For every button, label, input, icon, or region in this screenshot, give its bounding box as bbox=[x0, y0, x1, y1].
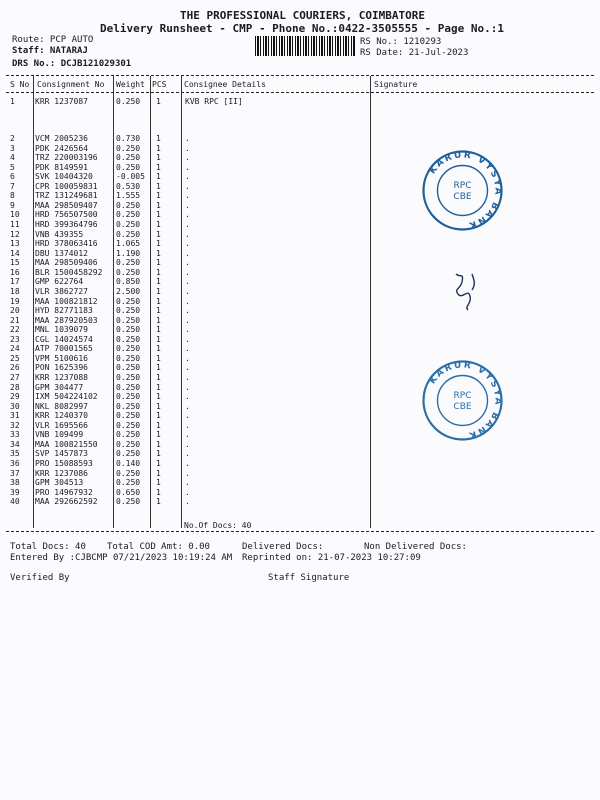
row-consignment-no: HYD 82771183 bbox=[35, 306, 93, 316]
row-weight: 0.250 bbox=[116, 478, 141, 488]
row-sno: 36 bbox=[10, 459, 20, 469]
row-pcs: 1 bbox=[156, 267, 161, 277]
row-pcs: 1 bbox=[156, 162, 161, 172]
row-consignee: . bbox=[185, 478, 190, 488]
row-consignment-no: GMP 622764 bbox=[35, 277, 84, 287]
row-consignee: . bbox=[185, 239, 190, 249]
row-sno: 27 bbox=[10, 373, 20, 382]
row-pcs: 1 bbox=[156, 277, 161, 287]
table-row bbox=[0, 297, 600, 306]
row-sno: 15 bbox=[10, 258, 20, 268]
row-sno: 22 bbox=[10, 325, 20, 335]
row-consignment-no: HRD 378063416 bbox=[35, 239, 98, 249]
row-weight: 0.250 bbox=[116, 143, 141, 153]
row-pcs: 1 bbox=[156, 411, 161, 421]
row-consignment-no: VLR 3862727 bbox=[35, 286, 88, 296]
route-label: Route: PCP AUTO bbox=[12, 35, 94, 45]
rs-date: RS Date: 21-Jul-2023 bbox=[360, 48, 469, 58]
table-row bbox=[0, 373, 600, 382]
table-row bbox=[0, 97, 600, 106]
row-consignment-no: CGL 14024574 bbox=[35, 334, 93, 344]
row-weight: 0.250 bbox=[116, 411, 141, 421]
row-pcs: 1 bbox=[156, 172, 161, 182]
row-pcs: 1 bbox=[156, 497, 161, 507]
table-row bbox=[0, 335, 600, 344]
stamp-center-bottom: CBE bbox=[453, 192, 472, 202]
row-weight: 0.140 bbox=[116, 459, 141, 469]
rs-number: RS No.: 1210293 bbox=[360, 37, 442, 47]
row-consignment-no: VLR 1695566 bbox=[35, 420, 88, 430]
row-consignment-no: KRR 1240370 bbox=[35, 411, 88, 421]
row-pcs: 1 bbox=[156, 478, 161, 488]
row-weight: 0.650 bbox=[116, 487, 141, 497]
table-row bbox=[0, 287, 600, 296]
row-pcs: 1 bbox=[156, 487, 161, 497]
row-consignment-no: KRR 1237086 bbox=[35, 468, 88, 478]
row-sno: 9 bbox=[10, 200, 15, 210]
row-consignment-no: MNL 1039079 bbox=[35, 325, 88, 335]
row-pcs: 1 bbox=[156, 459, 161, 469]
row-pcs: 1 bbox=[156, 449, 161, 459]
col-header-consignment: Consignment No bbox=[37, 80, 105, 89]
row-consignment-no: MAA 100821812 bbox=[35, 296, 98, 306]
row-sno: 34 bbox=[10, 439, 20, 449]
row-consignee: . bbox=[185, 191, 190, 201]
table-row bbox=[0, 344, 600, 353]
stamp-center-bottom: CBE bbox=[453, 402, 472, 412]
row-consignee: . bbox=[185, 497, 190, 507]
row-consignee: . bbox=[185, 382, 190, 392]
row-consignee: . bbox=[185, 306, 190, 316]
row-weight: 0.250 bbox=[116, 325, 141, 335]
row-consignee: . bbox=[185, 487, 190, 497]
row-pcs: 1 bbox=[156, 373, 161, 382]
row-weight: 0.250 bbox=[116, 306, 141, 316]
row-weight: 0.250 bbox=[116, 392, 141, 402]
stamp-ring-text: KARUR VYSYA BANK bbox=[427, 360, 503, 441]
row-consignee: . bbox=[185, 143, 190, 153]
row-consignment-no: VNB 109499 bbox=[35, 430, 84, 440]
table-row bbox=[0, 421, 600, 430]
row-sno: 14 bbox=[10, 248, 20, 258]
table-row bbox=[0, 220, 600, 229]
row-consignee: . bbox=[185, 267, 190, 277]
row-pcs: 1 bbox=[156, 468, 161, 478]
row-consignee: . bbox=[185, 210, 190, 220]
row-pcs: 1 bbox=[156, 430, 161, 440]
staff-signature-label: Staff Signature bbox=[268, 573, 350, 583]
row-consignee: . bbox=[185, 401, 190, 411]
row-pcs: 1 bbox=[156, 258, 161, 268]
row-consignment-no: BLR 1500458292 bbox=[35, 267, 103, 277]
row-sno: 33 bbox=[10, 430, 20, 440]
row-weight: 0.250 bbox=[116, 420, 141, 430]
row-consignee: . bbox=[185, 181, 190, 191]
row-consignment-no: KRR 1237088 bbox=[35, 373, 88, 382]
company-name: THE PROFESSIONAL COURIERS, COIMBATORE bbox=[180, 9, 426, 22]
row-consignment-no: DBU 1374012 bbox=[35, 248, 88, 258]
staff-label: Staff: NATARAJ bbox=[12, 46, 88, 56]
total-cod-amount: Total COD Amt: 0.00 bbox=[107, 542, 210, 552]
row-consignee: . bbox=[185, 277, 190, 287]
row-pcs: 1 bbox=[156, 200, 161, 210]
row-consignment-no: MAA 298509407 bbox=[35, 200, 98, 210]
row-pcs: 1 bbox=[156, 344, 161, 354]
row-consignee: . bbox=[185, 334, 190, 344]
row-pcs: 1 bbox=[156, 401, 161, 411]
header-top-rule bbox=[6, 75, 594, 76]
table-row bbox=[0, 411, 600, 420]
reprinted-on: Reprinted on: 21-07-2023 10:27:09 bbox=[242, 553, 421, 563]
row-sno: 18 bbox=[10, 286, 20, 296]
row-weight: 2.500 bbox=[116, 286, 141, 296]
row-pcs: 1 bbox=[156, 97, 161, 106]
row-weight: 1.555 bbox=[116, 191, 141, 201]
row-consignment-no: MAA 292662592 bbox=[35, 497, 98, 507]
table-row bbox=[0, 469, 600, 478]
row-sno: 12 bbox=[10, 229, 20, 239]
row-sno: 35 bbox=[10, 449, 20, 459]
col-header-sno: S No bbox=[10, 80, 30, 89]
row-pcs: 1 bbox=[156, 181, 161, 191]
row-consignee: . bbox=[185, 420, 190, 430]
table-row bbox=[0, 191, 600, 200]
row-consignee: . bbox=[185, 229, 190, 239]
bank-stamp bbox=[420, 148, 505, 233]
row-sno: 39 bbox=[10, 487, 20, 497]
document-title: Delivery Runsheet - CMP - Phone No.:0422-3505555 - Page No.:1 bbox=[100, 22, 504, 35]
table-row bbox=[0, 402, 600, 411]
row-pcs: 1 bbox=[156, 363, 161, 373]
table-row bbox=[0, 440, 600, 449]
stamp-center-top: RPC bbox=[453, 181, 472, 191]
table-row bbox=[0, 134, 600, 143]
row-sno: 38 bbox=[10, 478, 20, 488]
row-sno: 2 bbox=[10, 134, 15, 143]
row-weight: 0.250 bbox=[116, 382, 141, 392]
col-header-pcs: PCS bbox=[152, 80, 167, 89]
table-bottom-rule bbox=[6, 531, 594, 532]
table-row bbox=[0, 230, 600, 239]
row-sno: 25 bbox=[10, 353, 20, 363]
row-consignment-no: VPM 5100616 bbox=[35, 353, 88, 363]
row-consignee: . bbox=[185, 325, 190, 335]
row-sno: 23 bbox=[10, 334, 20, 344]
row-consignment-no: PON 1625396 bbox=[35, 363, 88, 373]
table-row bbox=[0, 363, 600, 372]
row-consignment-no: MAA 287920503 bbox=[35, 315, 98, 325]
no-of-docs: No.Of Docs: 40 bbox=[184, 521, 252, 530]
table-row bbox=[0, 239, 600, 248]
row-sno: 37 bbox=[10, 468, 20, 478]
row-consignment-no: VCM 2005236 bbox=[35, 134, 88, 143]
table-row bbox=[0, 430, 600, 439]
row-pcs: 1 bbox=[156, 210, 161, 220]
col-header-consignee: Consignee Details bbox=[184, 80, 266, 89]
row-pcs: 1 bbox=[156, 315, 161, 325]
table-row bbox=[0, 144, 600, 153]
row-consignment-no: HRD 399364796 bbox=[35, 220, 98, 230]
bank-stamp bbox=[420, 358, 505, 443]
row-consignee: . bbox=[185, 248, 190, 258]
stamp-center-top: RPC bbox=[453, 391, 472, 401]
row-sno: 3 bbox=[10, 143, 15, 153]
barcode-image bbox=[255, 36, 355, 56]
row-weight: 0.250 bbox=[116, 449, 141, 459]
row-consignment-no: KRR 1237087 bbox=[35, 97, 88, 106]
row-weight: 0.250 bbox=[116, 439, 141, 449]
row-weight: -0.005 bbox=[116, 172, 145, 182]
row-sno: 17 bbox=[10, 277, 20, 287]
col-header-signature: Signature bbox=[374, 80, 418, 89]
row-sno: 13 bbox=[10, 239, 20, 249]
row-consignment-no: PDK 8149591 bbox=[35, 162, 88, 172]
table-row bbox=[0, 497, 600, 506]
table-row bbox=[0, 325, 600, 334]
row-consignee: . bbox=[185, 392, 190, 402]
row-consignment-no: TRZ 131249681 bbox=[35, 191, 98, 201]
row-sno: 30 bbox=[10, 401, 20, 411]
row-pcs: 1 bbox=[156, 392, 161, 402]
row-sno: 21 bbox=[10, 315, 20, 325]
row-weight: 0.250 bbox=[116, 153, 141, 163]
stamp-ring-text: KARUR VYSYA BANK bbox=[427, 150, 503, 231]
row-weight: 0.250 bbox=[116, 468, 141, 478]
total-docs: Total Docs: 40 bbox=[10, 542, 86, 552]
row-pcs: 1 bbox=[156, 439, 161, 449]
row-weight: 0.250 bbox=[116, 97, 141, 106]
row-consignee: . bbox=[185, 296, 190, 306]
row-weight: 0.250 bbox=[116, 401, 141, 411]
table-row bbox=[0, 153, 600, 162]
row-pcs: 1 bbox=[156, 191, 161, 201]
row-weight: 0.250 bbox=[116, 430, 141, 440]
row-weight: 1.065 bbox=[116, 239, 141, 249]
row-consignment-no: TRZ 220003196 bbox=[35, 153, 98, 163]
handwritten-signature bbox=[450, 268, 485, 313]
row-weight: 0.250 bbox=[116, 200, 141, 210]
table-row bbox=[0, 268, 600, 277]
row-weight: 0.250 bbox=[116, 229, 141, 239]
row-consignment-no: PRO 15088593 bbox=[35, 459, 93, 469]
row-consignee: . bbox=[185, 200, 190, 210]
row-consignee: . bbox=[185, 373, 190, 382]
table-row bbox=[0, 306, 600, 315]
row-sno: 26 bbox=[10, 363, 20, 373]
table-row bbox=[0, 392, 600, 401]
row-consignee: . bbox=[185, 315, 190, 325]
col-header-weight: Weight bbox=[116, 80, 145, 89]
row-sno: 32 bbox=[10, 420, 20, 430]
table-row bbox=[0, 478, 600, 487]
row-sno: 10 bbox=[10, 210, 20, 220]
row-consignee: . bbox=[185, 153, 190, 163]
row-consignment-no: HRD 756507500 bbox=[35, 210, 98, 220]
row-consignee: . bbox=[185, 430, 190, 440]
row-consignment-no: CPR 100059831 bbox=[35, 181, 98, 191]
entered-by: Entered By :CJBCMP 07/21/2023 10:19:24 AM bbox=[10, 553, 233, 563]
row-consignment-no: PRO 14967932 bbox=[35, 487, 93, 497]
row-pcs: 1 bbox=[156, 296, 161, 306]
header-bottom-rule bbox=[6, 92, 594, 93]
table-row bbox=[0, 163, 600, 172]
row-weight: 0.250 bbox=[116, 296, 141, 306]
row-sno: 5 bbox=[10, 162, 15, 172]
row-consignment-no: GPM 304477 bbox=[35, 382, 84, 392]
row-consignee: . bbox=[185, 162, 190, 172]
table-row bbox=[0, 277, 600, 286]
row-consignee: . bbox=[185, 363, 190, 373]
row-consignment-no: IXM 504224102 bbox=[35, 392, 98, 402]
row-weight: 0.250 bbox=[116, 353, 141, 363]
table-row bbox=[0, 210, 600, 219]
table-row bbox=[0, 172, 600, 181]
row-pcs: 1 bbox=[156, 220, 161, 230]
row-sno: 20 bbox=[10, 306, 20, 316]
table-row bbox=[0, 182, 600, 191]
table-row bbox=[0, 383, 600, 392]
row-pcs: 1 bbox=[156, 153, 161, 163]
row-pcs: 1 bbox=[156, 420, 161, 430]
row-sno: 1 bbox=[10, 97, 15, 106]
table-row bbox=[0, 249, 600, 258]
row-sno: 24 bbox=[10, 344, 20, 354]
row-weight: 0.250 bbox=[116, 258, 141, 268]
row-weight: 0.530 bbox=[116, 181, 141, 191]
row-weight: 0.250 bbox=[116, 344, 141, 354]
row-sno: 6 bbox=[10, 172, 15, 182]
row-pcs: 1 bbox=[156, 229, 161, 239]
row-consignee: KVB RPC [II] bbox=[185, 97, 243, 106]
row-consignee: . bbox=[185, 286, 190, 296]
row-weight: 0.250 bbox=[116, 315, 141, 325]
row-pcs: 1 bbox=[156, 306, 161, 316]
row-consignee: . bbox=[185, 258, 190, 268]
row-consignee: . bbox=[185, 172, 190, 182]
row-consignment-no: PDK 2426564 bbox=[35, 143, 88, 153]
row-consignment-no: ATP 70001565 bbox=[35, 344, 93, 354]
row-pcs: 1 bbox=[156, 134, 161, 143]
table-row bbox=[0, 258, 600, 267]
row-consignee: . bbox=[185, 411, 190, 421]
row-sno: 11 bbox=[10, 220, 20, 230]
table-row bbox=[0, 488, 600, 497]
row-weight: 0.250 bbox=[116, 162, 141, 172]
row-weight: 0.250 bbox=[116, 373, 141, 382]
row-sno: 29 bbox=[10, 392, 20, 402]
row-weight: 0.730 bbox=[116, 134, 141, 143]
row-sno: 19 bbox=[10, 296, 20, 306]
delivered-docs: Delivered Docs: bbox=[242, 542, 324, 552]
verified-by: Verified By bbox=[10, 573, 70, 583]
table-row bbox=[0, 354, 600, 363]
row-consignment-no: MAA 100821550 bbox=[35, 439, 98, 449]
row-consignment-no: GPM 304513 bbox=[35, 478, 84, 488]
table-row bbox=[0, 201, 600, 210]
row-consignee: . bbox=[185, 134, 190, 143]
non-delivered-docs: Non Delivered Docs: bbox=[364, 542, 467, 552]
row-sno: 31 bbox=[10, 411, 20, 421]
row-weight: 0.250 bbox=[116, 334, 141, 344]
row-sno: 16 bbox=[10, 267, 20, 277]
row-weight: 1.190 bbox=[116, 248, 141, 258]
table-row bbox=[0, 316, 600, 325]
row-consignee: . bbox=[185, 468, 190, 478]
row-pcs: 1 bbox=[156, 248, 161, 258]
row-weight: 0.250 bbox=[116, 267, 141, 277]
row-sno: 4 bbox=[10, 153, 15, 163]
row-weight: 0.250 bbox=[116, 210, 141, 220]
row-weight: 0.250 bbox=[116, 497, 141, 507]
row-consignment-no: VNB 439355 bbox=[35, 229, 84, 239]
row-pcs: 1 bbox=[156, 143, 161, 153]
row-consignee: . bbox=[185, 353, 190, 363]
row-consignment-no: NKL 8082997 bbox=[35, 401, 88, 411]
row-sno: 7 bbox=[10, 181, 15, 191]
row-consignee: . bbox=[185, 449, 190, 459]
row-consignee: . bbox=[185, 220, 190, 230]
row-consignment-no: MAA 298509406 bbox=[35, 258, 98, 268]
row-weight: 0.250 bbox=[116, 363, 141, 373]
row-consignee: . bbox=[185, 439, 190, 449]
row-sno: 40 bbox=[10, 497, 20, 507]
row-consignee: . bbox=[185, 459, 190, 469]
row-pcs: 1 bbox=[156, 325, 161, 335]
row-pcs: 1 bbox=[156, 353, 161, 363]
row-sno: 28 bbox=[10, 382, 20, 392]
row-weight: 0.850 bbox=[116, 277, 141, 287]
drs-number: DRS No.: DCJB121029301 bbox=[12, 59, 132, 69]
table-row bbox=[0, 449, 600, 458]
row-weight: 0.250 bbox=[116, 220, 141, 230]
row-consignee: . bbox=[185, 344, 190, 354]
row-pcs: 1 bbox=[156, 382, 161, 392]
row-pcs: 1 bbox=[156, 334, 161, 344]
row-pcs: 1 bbox=[156, 239, 161, 249]
row-consignment-no: SVP 1457873 bbox=[35, 449, 88, 459]
row-consignment-no: SVK 10404320 bbox=[35, 172, 93, 182]
row-sno: 8 bbox=[10, 191, 15, 201]
table-row bbox=[0, 459, 600, 468]
row-pcs: 1 bbox=[156, 286, 161, 296]
